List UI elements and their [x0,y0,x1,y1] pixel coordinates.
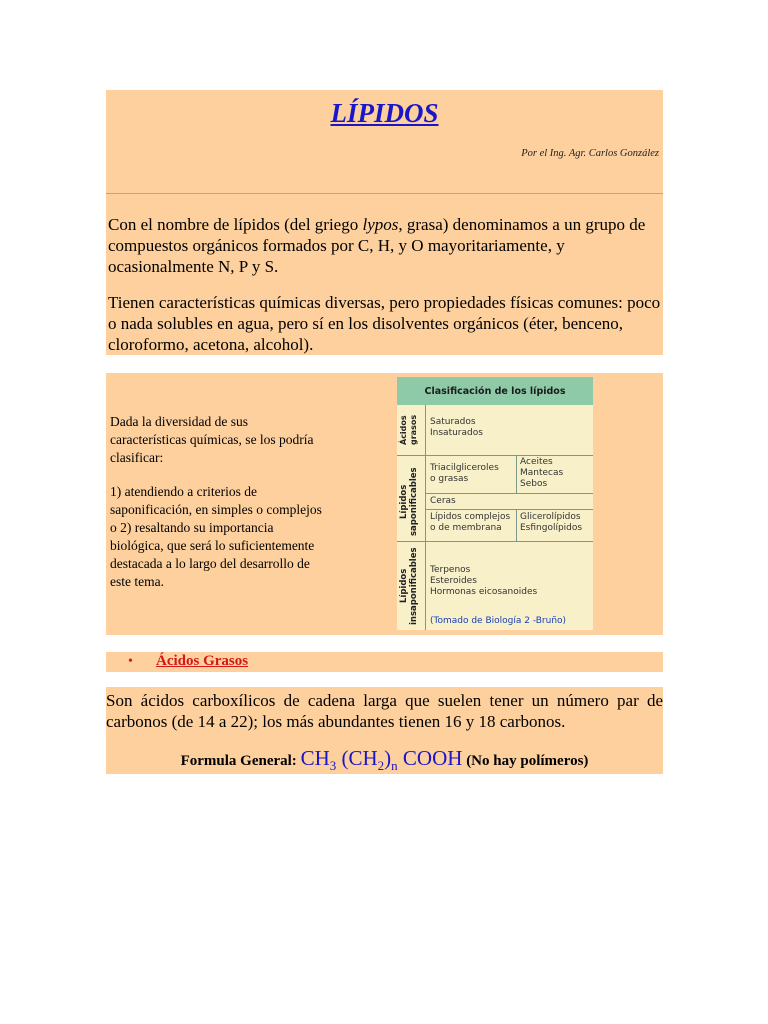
formula-note: (No hay polímeros) [462,753,589,769]
table-source: (Tomado de Biología 2 -Bruño) [430,616,567,626]
page-title: LÍPIDOS [330,98,439,128]
row-glicerolipidos: Glicerolípidos Esfingolípidos [520,512,583,533]
acidos-grasos-paragraph: Son ácidos carboxílicos de cadena larga que suelen tener un número par de carbonos (de 14 a 22); los más abundantes tienen 16 y 18 carbonos. [106,691,663,731]
classification-text-1: Dada la diversidad de sus características químicas, se los podría clasificar: [110,414,314,465]
intro-box [106,90,663,355]
formula-label: Formula General: [180,753,301,769]
row-aceites: Aceites Mantecas Sebos [520,457,564,489]
group1-list: Saturados Insaturados [430,417,483,438]
group-acidos-grasos: Ácidos grasos [399,414,418,446]
lipid-classification-table [397,377,593,630]
row-ceras: Ceras [430,496,456,506]
acidos-grasos-box [106,687,663,774]
group-lipidos-insaponificables: Lípidos insaponificables [399,547,419,625]
section-title: Ácidos Grasos [156,653,249,669]
group3-list: Terpenos Esteroides Hormonas eicosanoides [430,565,538,597]
classification-box [106,373,663,635]
author-line: Por el Ing. Agr. Carlos González [521,148,659,159]
section-header-bar [106,652,663,672]
horizontal-divider [106,193,663,194]
formula-expression: $CH_3$ $(CH_2)_n$ COOH [300,746,463,774]
table-header: Clasificación de los lípidos [397,377,593,405]
intro-paragraph-2: Tienen características químicas diversas, pero propiedades físicas comunes: poco o nada solubles en agua, pero sí en los disolventes orgánicos (éter, benceno, cloroformo, acetona, alcohol). [108,293,661,354]
classification-text [110,413,325,607]
general-formula [106,746,663,774]
intro-paragraph-1: Con el nombre de lípidos (del griego lypos, grasa) denominamos a un grupo de compuestos orgánicos formados por C, H, y O mayoritariamente, y ocasionalmente N, P y S. [108,215,646,276]
classification-text-2: 1) atendiendo a criterios de saponificación, en simples o complejos o 2) resaltando su importancia biológica, que será lo suficientemente destacada a lo largo del desarrollo de este tema. [110,484,322,589]
bullet-icon: • [128,654,133,669]
group-lipidos-saponificables: Lípidos saponificables [399,467,419,537]
row-triacilgliceroles: Triacilgliceroles o grasas [430,463,499,484]
row-lipidos-complejos: Lípidos complejos o de membrana [430,512,511,533]
